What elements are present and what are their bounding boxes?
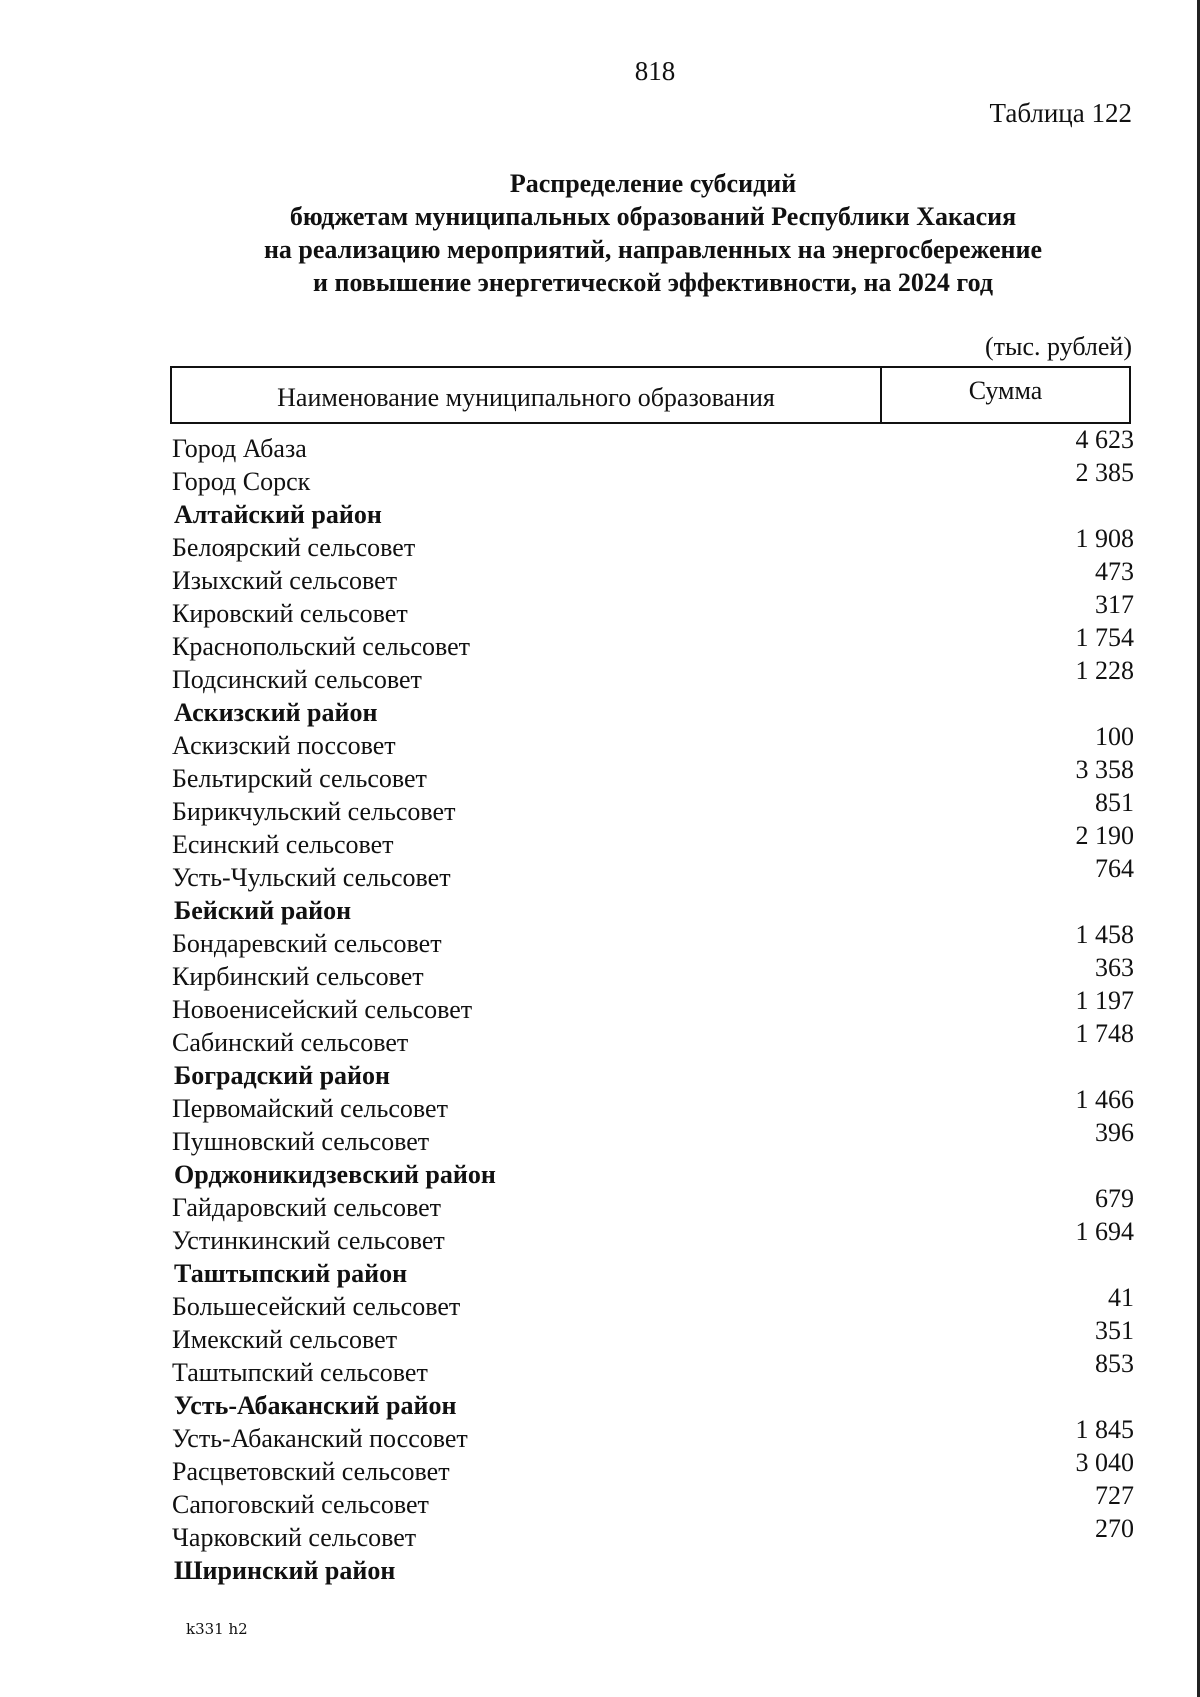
table-row (172, 1118, 1134, 1157)
table-row (172, 590, 1134, 629)
district-name: Усть-Абаканский район (174, 1391, 457, 1420)
subsidy-amount: 41 (1108, 1283, 1134, 1312)
subsidy-amount: 317 (1095, 590, 1134, 619)
district-heading-row (172, 1388, 1134, 1421)
title-line-2: бюджетам муниципальных образований Республики Хакасия (289, 202, 1017, 231)
municipality-name: Усть-Чульский сельсовет (172, 863, 451, 892)
subsidy-amount: 1 228 (1075, 656, 1134, 685)
table-row (172, 1415, 1134, 1454)
municipality-name: Гайдаровский сельсовет (172, 1193, 442, 1222)
table-row (172, 854, 1134, 893)
subsidy-amount: 4 623 (1075, 425, 1134, 454)
subsidy-amount: 100 (1095, 722, 1134, 751)
municipality-name: Город Сорск (172, 467, 311, 496)
district-heading-row (172, 893, 1134, 926)
district-heading-row (172, 695, 1134, 728)
table-row (172, 623, 1134, 662)
subsidy-amount: 2 190 (1075, 821, 1134, 850)
municipality-name: Бирикчульский сельсовет (172, 797, 456, 826)
district-name: Боградский район (174, 1061, 391, 1090)
municipality-name: Сапоговский сельсовет (172, 1490, 429, 1519)
municipality-name: Устинкинский сельсовет (172, 1226, 445, 1255)
district-name: Орджоникидзевский район (174, 1160, 496, 1189)
subsidy-amount: 1 197 (1075, 986, 1134, 1015)
subsidy-amount: 2 385 (1075, 458, 1134, 487)
table-row (172, 722, 1134, 761)
subsidy-amount: 3 358 (1075, 755, 1134, 784)
table-row (172, 557, 1134, 596)
table-row (172, 953, 1134, 992)
district-heading-row (172, 1058, 1134, 1091)
subsidy-amount: 1 694 (1075, 1217, 1134, 1246)
table-row (172, 1085, 1134, 1124)
table-row (172, 821, 1134, 860)
municipality-name: Кировский сельсовет (172, 599, 408, 628)
table-row (172, 425, 1134, 464)
municipality-name: Аскизский поссовет (172, 731, 396, 760)
municipality-name: Пушновский сельсовет (172, 1127, 430, 1156)
title-line-4: и повышение энергетической эффективности, на 2024 год (313, 268, 993, 297)
municipality-name: Новоенисейский сельсовет (172, 995, 473, 1024)
table-row (172, 788, 1134, 827)
municipality-name: Подсинский сельсовет (172, 665, 422, 694)
title-line-3: на реализацию мероприятий, направленных на энергосбережение (263, 235, 1043, 264)
district-name: Ширинский район (174, 1556, 396, 1585)
footer-code: k331 h2 (186, 1620, 248, 1638)
subsidy-amount: 1 908 (1075, 524, 1134, 553)
page-number: 818 (634, 56, 676, 86)
municipality-name: Усть-Абаканский поссовет (172, 1424, 468, 1453)
table-row (172, 1349, 1134, 1388)
table-row (172, 1184, 1134, 1223)
district-name: Бейский район (174, 896, 352, 925)
subsidy-amount: 1 748 (1075, 1019, 1134, 1048)
table-row (172, 1514, 1134, 1553)
table-row (172, 1448, 1134, 1487)
subsidy-amount: 764 (1095, 854, 1134, 883)
municipality-name: Сабинский сельсовет (172, 1028, 409, 1057)
municipality-name: Таштыпский сельсовет (172, 1358, 428, 1387)
subsidy-amount: 1 466 (1075, 1085, 1134, 1114)
header-name-column: Наименование муниципального образования (172, 368, 882, 422)
district-heading-row (172, 1553, 1134, 1586)
table-header (170, 366, 1131, 424)
table-row (172, 1481, 1134, 1520)
district-name: Таштыпский район (174, 1259, 408, 1288)
subsidy-amount: 851 (1095, 788, 1134, 817)
subsidy-amount: 3 040 (1075, 1448, 1134, 1477)
table-row (172, 1316, 1134, 1355)
municipality-name: Кирбинский сельсовет (172, 962, 424, 991)
subsidy-amount: 396 (1095, 1118, 1134, 1147)
subsidy-amount: 727 (1095, 1481, 1134, 1510)
subsidy-amount: 679 (1095, 1184, 1134, 1213)
municipality-name: Имекский сельсовет (172, 1325, 398, 1354)
subsidy-amount: 1 458 (1075, 920, 1134, 949)
header-sum-column: Сумма (968, 376, 1043, 405)
municipality-name: Большесейский сельсовет (172, 1292, 461, 1321)
municipality-name: Первомайский сельсовет (172, 1094, 448, 1123)
subsidy-amount: 1 845 (1075, 1415, 1134, 1444)
subsidy-amount: 1 754 (1075, 623, 1134, 652)
table-body (172, 425, 1134, 1586)
table-row (172, 524, 1134, 563)
municipality-name: Город Абаза (172, 434, 307, 463)
district-heading-row (172, 497, 1134, 530)
subsidy-amount: 363 (1095, 953, 1134, 982)
table-row (172, 458, 1134, 497)
municipality-name: Краснопольский сельсовет (172, 632, 471, 661)
document-title (170, 167, 1136, 299)
municipality-name: Есинский сельсовет (172, 830, 394, 859)
subsidy-amount: 351 (1095, 1316, 1134, 1345)
district-name: Аскизский район (174, 698, 378, 727)
table-row (172, 986, 1134, 1025)
units-label: (тыс. рублей) (984, 332, 1132, 361)
municipality-name: Бондаревский сельсовет (172, 929, 442, 958)
table-row (172, 1283, 1134, 1322)
table-row (172, 1019, 1134, 1058)
district-heading-row (172, 1157, 1134, 1190)
municipality-name: Бельтирский сельсовет (172, 764, 427, 793)
subsidy-amount: 853 (1095, 1349, 1134, 1378)
table-row (172, 755, 1134, 794)
subsidy-amount: 270 (1095, 1514, 1134, 1543)
table-row (172, 656, 1134, 695)
municipality-name: Расцветовский сельсовет (172, 1457, 450, 1486)
table-label: Таблица 122 (989, 98, 1132, 128)
municipality-name: Белоярский сельсовет (172, 533, 416, 562)
district-name: Алтайский район (174, 500, 382, 529)
municipality-name: Чарковский сельсовет (172, 1523, 417, 1552)
district-heading-row (172, 1256, 1134, 1289)
title-line-1: Распределение субсидий (509, 169, 797, 198)
subsidy-amount: 473 (1095, 557, 1134, 586)
table-row (172, 1217, 1134, 1256)
table-row (172, 920, 1134, 959)
municipality-name: Изыхский сельсовет (172, 566, 398, 595)
